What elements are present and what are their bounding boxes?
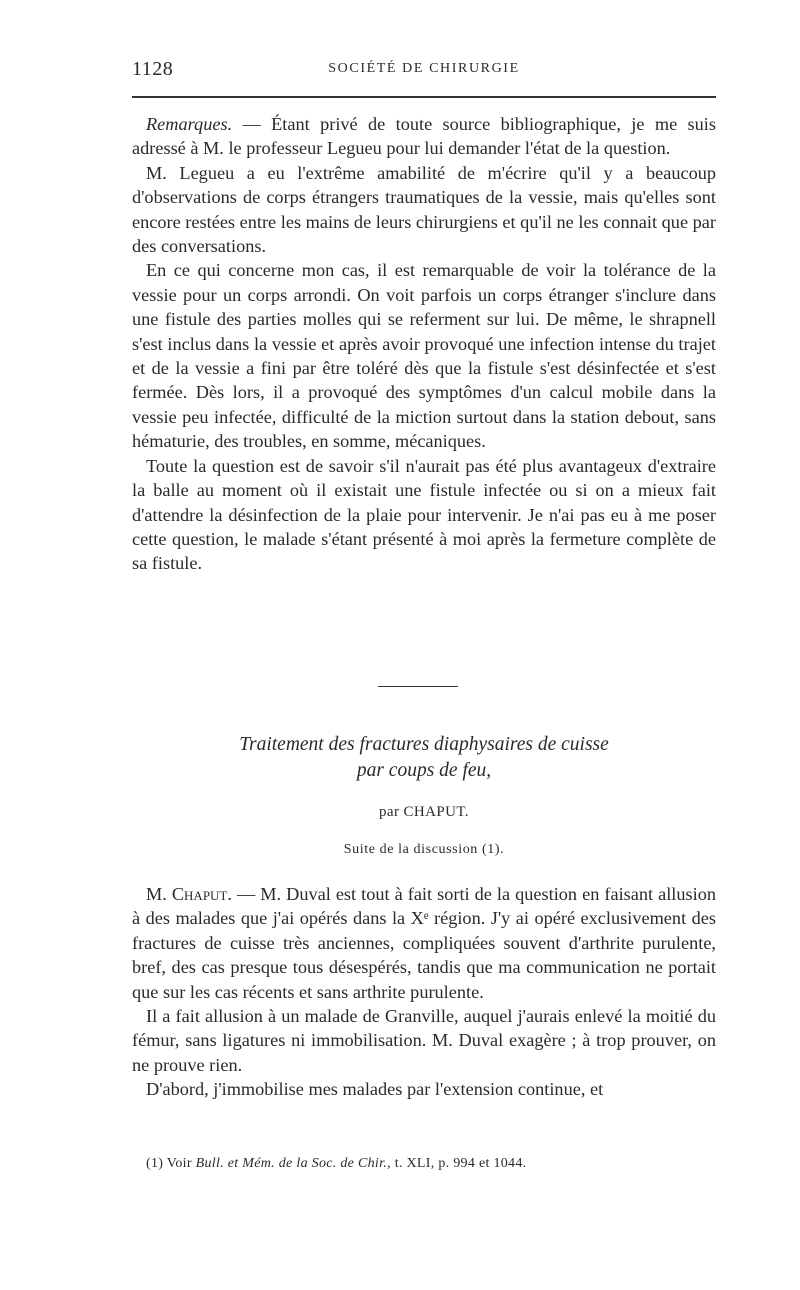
paragraph-text: — M. Duval est tout à fait sorti de la question en faisant allusion à des malades que j'ai opérés dans la Xᵉ région. J'y ai opéré exclusivement des fractures de cuisse très anciennes, compliquées souvent d'arthrite purulente, bref, des cas presque tous désespérés, tandis que ma communication ne portait que sur les cas récents et sans arthrite purulente. (132, 884, 716, 1002)
paragraph-text: — Étant privé de toute source bibliographique, je me suis adressé à M. le professeur Legueu pour lui demander l'état de la question. (132, 114, 716, 159)
article-byline: par CHAPUT. (379, 804, 469, 820)
footnote-source: Bull. et Mém. de la Soc. de Chir. (195, 1156, 388, 1171)
footnote-prefix: (1) Voir (146, 1156, 196, 1171)
paragraph: Toute la question est de savoir s'il n'aurait pas été plus avantageux d'extraire la balle au moment où il existait une fistule infectée ou si on a mieux fait d'attendre la désinfection de la plaie pour intervenir. Je n'ai pas eu à me poser cette question, le malade s'étant présenté à moi après la fermeture complète de sa fistule. (132, 455, 716, 574)
header-rule (132, 96, 716, 98)
article-title-block (132, 732, 716, 858)
discussion-section (132, 882, 716, 1102)
paragraph: D'abord, j'immobilise mes malades par l'extension continue, et (146, 1079, 604, 1100)
paragraph (132, 882, 716, 1004)
paragraph: Il a fait allusion à un malade de Granville, auquel j'aurais enlevé la moitié du fémur, sans ligatures ni immobilisation. M. Duval exagère ; à trop prouver, on ne prouve rien. (132, 1006, 716, 1075)
article-title-line-2: par coups de feu, (356, 760, 492, 781)
speaker-name: M. Chaput. (146, 884, 232, 904)
discussion-subtitle: Suite de la discussion (1). (343, 842, 505, 857)
footnote-suffix: , t. XLI, p. 994 et 1044. (387, 1156, 527, 1171)
page-header (132, 58, 716, 84)
article-title-line-1: Traitement des fractures diaphysaires de cuisse (239, 734, 609, 755)
running-head: SOCIÉTÉ DE CHIRURGIE (328, 61, 520, 76)
remarks-lead: Remarques. (146, 114, 233, 134)
paragraph: En ce qui concerne mon cas, il est remarquable de voir la tolérance de la vessie pour un corps arrondi. On voit parfois un corps étranger s'inclure dans une fistule des parties molles qui se referment sur lui. De même, le shrapnell s'est inclus dans la vessie et après avoir provoqué une infection intense du trajet et de la vessie a fini par être toléré dès que la fistule s'est désinfectée et s'est fermée. Dès lors, il a provoqué des symptômes d'un calcul mobile dans la vessie peu infectée, difficulté de la miction surtout dans la station debout, sans hématurie, des troubles, en somme, mécaniques. (132, 260, 716, 452)
footnote (146, 1156, 526, 1172)
paragraph: M. Legueu a eu l'extrême amabilité de m'écrire qu'il y a beaucoup d'observations de corps étrangers traumatiques de la vessie, mais qu'elles sont encore restées entre les mains de leurs chirurgiens et qu'il ne les connait que par des conversations. (132, 162, 716, 257)
paragraph (132, 112, 716, 161)
remarks-section (132, 112, 716, 576)
page-number: 1128 (132, 58, 174, 80)
section-separator (378, 686, 458, 687)
